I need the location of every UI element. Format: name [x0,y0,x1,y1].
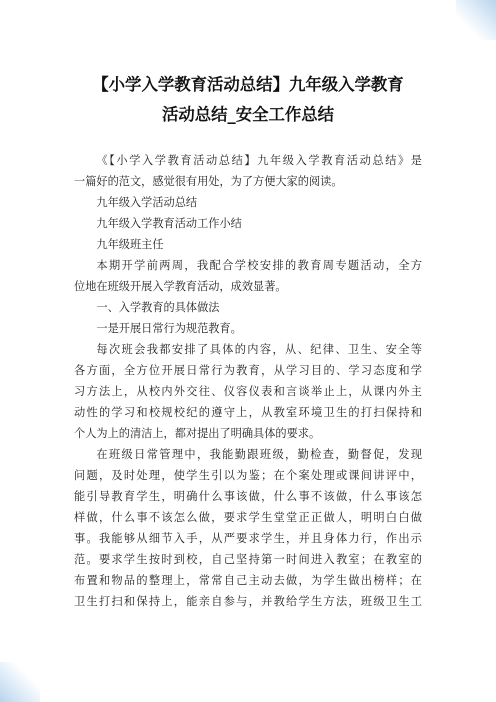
section-heading: 一、入学教育的具体做法 [96,301,220,314]
corner-decoration-top-right [456,0,496,40]
body-paragraph: 事。我能够从细节入手，从严要求学生，并且身体力行，作出示 [74,532,422,545]
body-paragraph: 能引导教育学生，明确什么事该做，什么事不该做，什么事该怎 [74,490,422,503]
heading-text: 九年级班主任 [96,238,164,251]
body-paragraph: 在班级日常管理中，我能勤跟班级，勤检查，勤督促，发现 [96,448,422,461]
body-paragraph: 每次班会我都安排了具体的内容，从、纪律、卫生、安全等 [96,343,422,356]
title-line: 【小学入学教育活动总结】九年级入学教育 [92,75,404,94]
body-paragraph: 动性的学习和校规校纪的遵守上，从教室环境卫生的打扫保持和 [74,406,422,419]
body-paragraph: 问题，及时处理，使学生引以为鉴；在个案处理或课间讲评中， [74,469,422,482]
body-paragraph: 本期开学前两周，我配合学校安排的教育周专题活动，全方 [96,259,422,272]
intro-paragraph: 《【小学入学教育活动总结】九年级入学教育活动总结》是 [96,154,422,167]
body-paragraph: 卫生打扫和保持上，能亲自参与，并教给学生方法，班级卫生工 [74,595,422,608]
intro-paragraph: 一篇好的范文，感觉很有用处，为了方便大家的阅读。 [74,175,343,188]
body-paragraph: 习方法上，从校内外交往、仪容仪表和言谈举止上，从课内外主 [74,385,422,398]
title-line: 活动总结_安全工作总结 [161,105,335,124]
body-paragraph: 各方面，全方位开展日常行为教育，从学习目的、学习态度和学 [74,364,422,377]
body-paragraph: 布置和物品的整理上，常常自己主动去做，为学生做出榜样；在 [74,574,422,587]
document-body [74,150,422,612]
document-title [78,70,418,130]
heading-text: 九年级入学活动总结 [96,196,198,209]
corner-decoration-bottom-left [0,662,40,702]
body-paragraph: 个人为上的清洁上，都对提出了明确具体的要求。 [74,427,321,440]
document-page [74,70,422,612]
body-paragraph: 样做，什么事不该怎么做，要求学生堂堂正正做人，明明白白做 [74,511,422,524]
heading-text: 九年级入学教育活动工作小结 [96,217,242,230]
body-paragraph: 位地在班级开展入学教育活动，成效显著。 [74,280,287,293]
body-paragraph: 范。要求学生按时到校，自己坚持第一时间进入教室；在教室的 [74,553,422,566]
subsection-heading: 一是开展日常行为规范教育。 [96,322,242,335]
